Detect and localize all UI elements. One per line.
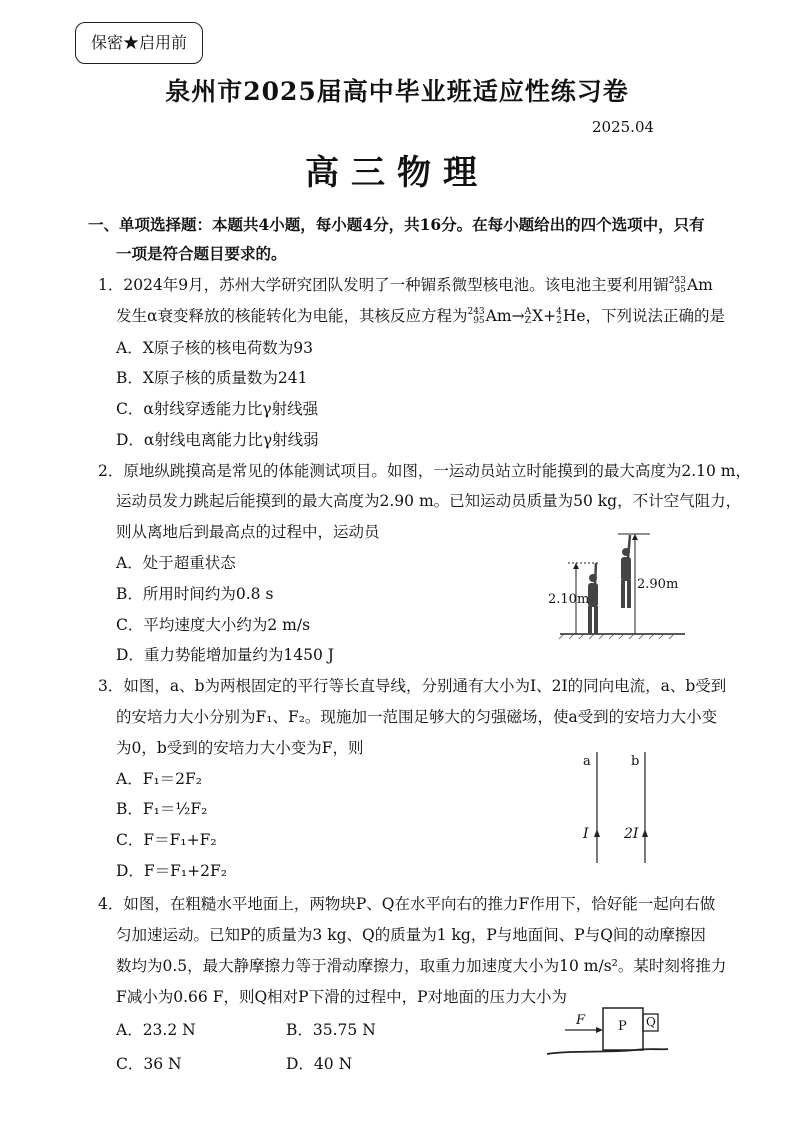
q1-eq-x-mass: A bbox=[524, 307, 532, 317]
q1-iso-numbers bbox=[669, 277, 686, 295]
q3-line1: 3．如图，a、b为两根固定的平行等长直导线，分别通有大小为I、2I的同向电流，a、b受到 bbox=[98, 677, 727, 695]
q2-line1: 2．原地纵跳摸高是常见的体能测试项目。如图，一运动员站立时能摸到的最大高度为2.10 m， bbox=[98, 462, 752, 480]
q4-block-q-label: Q bbox=[646, 1015, 656, 1029]
q2-option-a: A．处于超重状态 bbox=[116, 554, 236, 572]
q1-eq-x-atomic: Z bbox=[524, 316, 532, 326]
q1-eq-x-symbol: X+ bbox=[532, 307, 557, 325]
q4-option-c: C．36 N bbox=[116, 1055, 182, 1073]
section-heading-line1: 一、单项选择题：本题共4小题，每小题4分，共16分。在每小题给出的四个选项中，只有 bbox=[88, 215, 705, 234]
high-arrow-head bbox=[632, 534, 638, 540]
q1-eq-am-atomic: 95 bbox=[473, 316, 485, 326]
q1-option-a: A．X原子核的核电荷数为93 bbox=[116, 339, 313, 357]
section-heading-line2: 一项是符合题目要求的。 bbox=[116, 244, 287, 263]
q1-line1 bbox=[98, 273, 713, 295]
q3-option-b: B．F₁＝½F₂ bbox=[116, 800, 208, 818]
q2-option-c: C．平均速度大小约为2 m/s bbox=[116, 616, 311, 634]
low-arrow-head bbox=[573, 563, 579, 569]
exam-date: 2025.04 bbox=[592, 118, 655, 136]
force-arrow-head bbox=[596, 1027, 603, 1033]
q1-eq-x-numbers bbox=[525, 308, 532, 326]
q1-eq-he-mass: 4 bbox=[556, 307, 562, 317]
q4-option-d: D．40 N bbox=[286, 1055, 353, 1073]
q1-eq-he-numbers bbox=[556, 308, 562, 326]
q1-option-d: D．α射线电离能力比γ射线弱 bbox=[116, 431, 319, 449]
q1-iso-symbol: Am bbox=[686, 276, 713, 294]
q3-line3: 为0，b受到的安培力大小变为F，则 bbox=[116, 739, 364, 757]
q1-eq-am-numbers bbox=[467, 308, 484, 326]
q3-option-d: D．F＝F₁+2F₂ bbox=[116, 862, 227, 880]
q1-iso-atomic: 95 bbox=[674, 285, 686, 295]
q2-option-d: D．重力势能增加量约为1450 J bbox=[116, 646, 335, 664]
q4-block-p-label: P bbox=[618, 1019, 627, 1034]
q1-eq-am-mass: 243 bbox=[467, 307, 485, 317]
q1-eq-am-symbol: Am bbox=[485, 307, 512, 325]
q1-eq-he-symbol: He bbox=[562, 307, 586, 325]
wire-b-current-arrow bbox=[642, 829, 648, 837]
q3-option-c: C．F＝F₁+F₂ bbox=[116, 831, 217, 849]
q1-eq-he-atomic: 2 bbox=[556, 316, 562, 326]
q3-wire-b-label: b bbox=[631, 754, 640, 769]
q1-line2-text-b: ，下列说法正确的是 bbox=[585, 307, 726, 325]
q2-line2: 运动员发力跳起后能摸到的最大高度为2.90 m。已知运动员质量为50 kg，不计空气阻力， bbox=[116, 492, 742, 510]
q4-option-b: B．35.75 N bbox=[286, 1021, 376, 1039]
q2-line3: 则从离地后到最高点的过程中，运动员 bbox=[116, 523, 380, 541]
q3-option-a: A．F₁＝2F₂ bbox=[116, 770, 202, 788]
q2-fig-label-290: 2.90m bbox=[637, 577, 679, 592]
standing-athlete-figure bbox=[588, 563, 598, 634]
q4-option-a: A．23.2 N bbox=[116, 1021, 196, 1039]
q4-line3: 数均为0.5，最大静摩擦力等于滑动摩擦力，取重力加速度大小为10 m/s²。某时刻将推力 bbox=[116, 957, 727, 975]
jumping-athlete-figure bbox=[621, 535, 631, 608]
subject-title: 高三物理 bbox=[305, 153, 489, 193]
q3-line2: 的安培力大小分别为F₁、F₂。现施加一范围足够大的匀强磁场，使a受到的安培力大小变 bbox=[116, 708, 718, 726]
q1-line1-text: 1．2024年9月，苏州大学研究团队发明了一种镅系微型核电池。该电池主要利用镅 bbox=[98, 276, 669, 294]
wire-a-current-arrow bbox=[594, 829, 600, 837]
q3-current-a-label: I bbox=[583, 826, 589, 842]
q1-option-b: B．X原子核的质量数为241 bbox=[116, 369, 308, 387]
q4-line1: 4．如图，在粗糙水平地面上，两物块P、Q在水平向右的推力F作用下，恰好能一起向右做 bbox=[98, 895, 716, 913]
q4-force-label: F bbox=[576, 1013, 586, 1028]
q3-wire-a-label: a bbox=[583, 754, 591, 769]
q2-fig-label-210: 2.10m bbox=[548, 592, 590, 607]
q4-line4: F减小为0.66 F，则Q相对P下滑的过程中，P对地面的压力大小为 bbox=[116, 988, 568, 1006]
q3-current-b-label: 2I bbox=[624, 826, 639, 842]
q1-line2 bbox=[116, 304, 725, 326]
q1-line2-text-a: 发生α衰变释放的核能转化为电能，其核反应方程为 bbox=[116, 307, 468, 325]
secret-label-box: 保密★启用前 bbox=[75, 22, 203, 64]
q4-line2: 匀加速运动。已知P的质量为3 kg、Q的质量为1 kg，P与地面间、P与Q间的动摩擦因 bbox=[116, 926, 706, 944]
q1-eq-arrow: → bbox=[511, 307, 525, 325]
q2-option-b: B．所用时间约为0.8 s bbox=[116, 585, 274, 603]
q1-option-c: C．α射线穿透能力比γ射线强 bbox=[116, 400, 319, 418]
exam-title: 泉州市2025届高中毕业班适应性练习卷 bbox=[165, 77, 629, 106]
q1-iso-mass: 243 bbox=[668, 276, 686, 286]
